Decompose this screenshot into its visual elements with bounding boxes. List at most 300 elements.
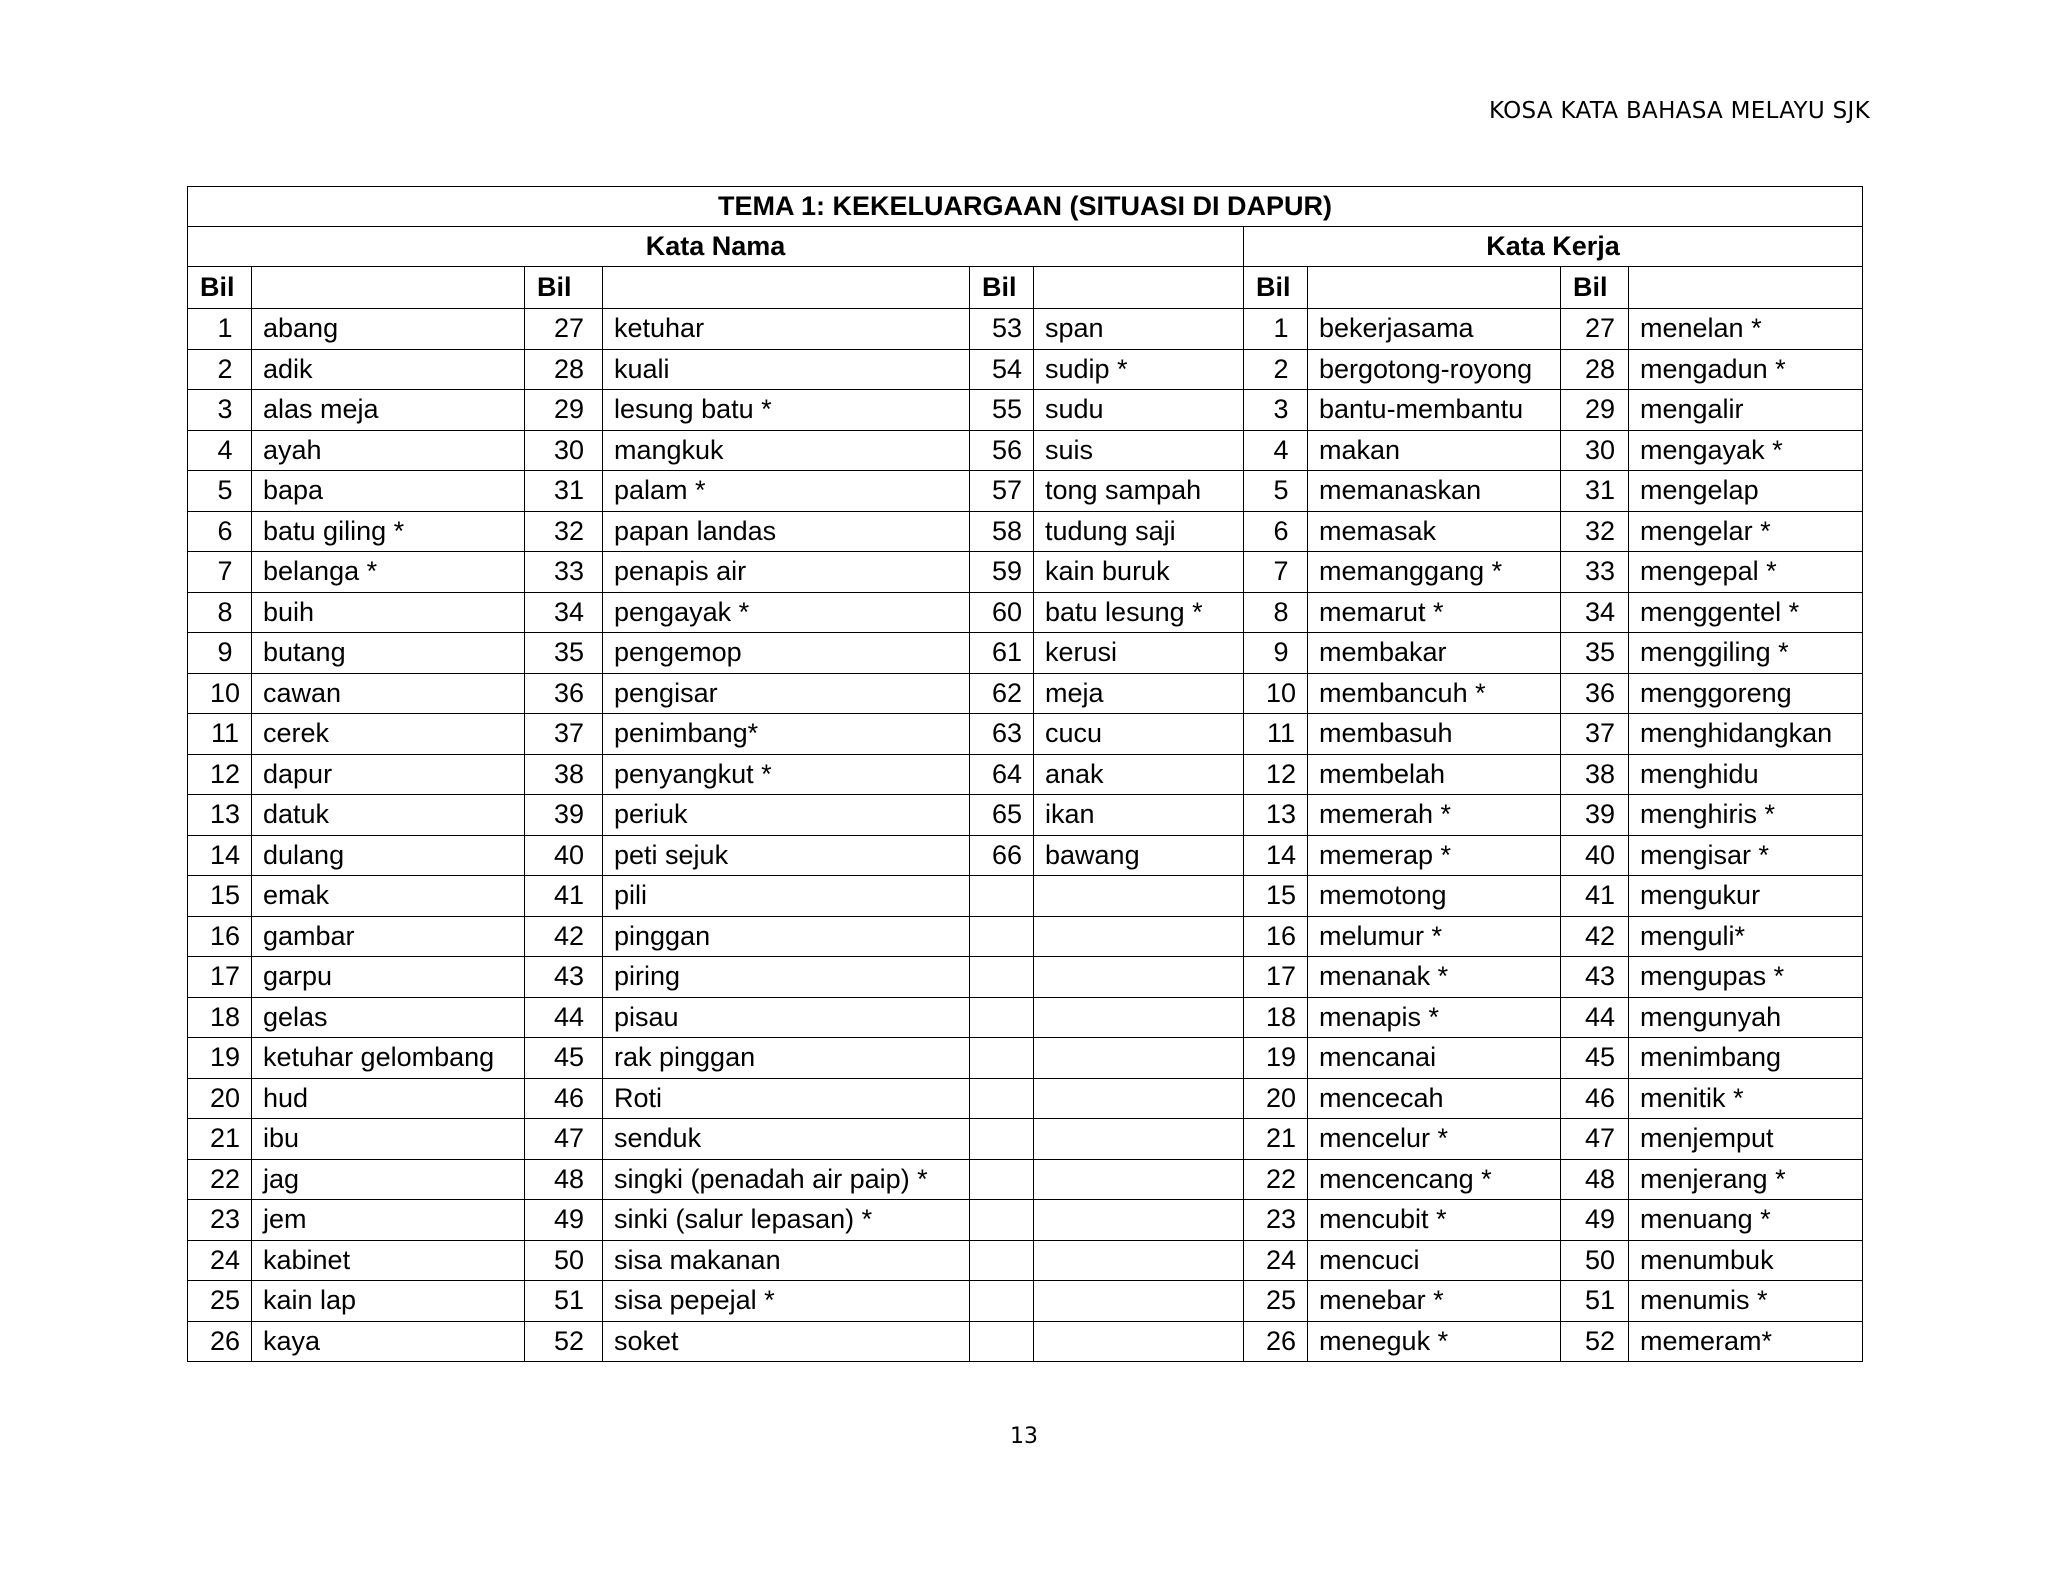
row-number-cell: 41 bbox=[525, 876, 603, 917]
column-header-bil: Bil bbox=[970, 267, 1034, 309]
word-cell: menumis * bbox=[1629, 1281, 1863, 1322]
row-number-cell: 35 bbox=[525, 633, 603, 674]
row-number-cell: 52 bbox=[525, 1321, 603, 1362]
word-cell: batu giling * bbox=[252, 511, 525, 552]
row-number-cell: 10 bbox=[1244, 673, 1308, 714]
row-number-cell: 34 bbox=[1561, 592, 1629, 633]
column-header-bil: Bil bbox=[525, 267, 603, 309]
table-row bbox=[188, 876, 1863, 917]
column-header-bil: Bil bbox=[188, 267, 252, 309]
table-row bbox=[188, 349, 1863, 390]
row-number-cell: 39 bbox=[525, 795, 603, 836]
word-cell: memasak bbox=[1308, 511, 1561, 552]
word-cell: menggiling * bbox=[1629, 633, 1863, 674]
row-number-cell: 22 bbox=[188, 1159, 252, 1200]
table-row bbox=[188, 1119, 1863, 1160]
word-cell: mencencang * bbox=[1308, 1159, 1561, 1200]
word-cell: piring bbox=[603, 957, 970, 998]
word-cell: mengunyah bbox=[1629, 997, 1863, 1038]
word-cell: Roti bbox=[603, 1078, 970, 1119]
row-number-cell: 14 bbox=[1244, 835, 1308, 876]
row-number-cell: 25 bbox=[188, 1281, 252, 1322]
row-number-cell: 44 bbox=[525, 997, 603, 1038]
row-number-cell bbox=[970, 957, 1034, 998]
word-cell: memanaskan bbox=[1308, 471, 1561, 512]
word-cell: bergotong-royong bbox=[1308, 349, 1561, 390]
word-cell: menimbang bbox=[1629, 1038, 1863, 1079]
row-number-cell: 39 bbox=[1561, 795, 1629, 836]
row-number-cell bbox=[970, 997, 1034, 1038]
column-header-blank bbox=[1034, 267, 1244, 309]
word-cell bbox=[1034, 1240, 1244, 1281]
word-cell: bawang bbox=[1034, 835, 1244, 876]
word-cell: menggoreng bbox=[1629, 673, 1863, 714]
word-cell: mengalir bbox=[1629, 390, 1863, 431]
word-cell: jem bbox=[252, 1200, 525, 1241]
row-number-cell: 18 bbox=[1244, 997, 1308, 1038]
row-number-cell: 20 bbox=[188, 1078, 252, 1119]
row-number-cell: 31 bbox=[1561, 471, 1629, 512]
word-cell: alas meja bbox=[252, 390, 525, 431]
word-cell: emak bbox=[252, 876, 525, 917]
row-number-cell: 43 bbox=[1561, 957, 1629, 998]
row-number-cell: 28 bbox=[525, 349, 603, 390]
row-number-cell bbox=[970, 876, 1034, 917]
word-cell: melumur * bbox=[1308, 916, 1561, 957]
page-header: KOSA KATA BAHASA MELAYU SJK bbox=[1489, 98, 1870, 124]
word-cell: kuali bbox=[603, 349, 970, 390]
word-cell: pengisar bbox=[603, 673, 970, 714]
word-cell: pengemop bbox=[603, 633, 970, 674]
word-cell: butang bbox=[252, 633, 525, 674]
word-cell bbox=[1034, 1200, 1244, 1241]
table-row bbox=[188, 592, 1863, 633]
word-cell: abang bbox=[252, 309, 525, 350]
row-number-cell: 60 bbox=[970, 592, 1034, 633]
row-number-cell: 15 bbox=[1244, 876, 1308, 917]
row-number-cell: 7 bbox=[1244, 552, 1308, 593]
word-cell: mencanai bbox=[1308, 1038, 1561, 1079]
word-cell: memerap * bbox=[1308, 835, 1561, 876]
word-cell: garpu bbox=[252, 957, 525, 998]
word-cell: menjemput bbox=[1629, 1119, 1863, 1160]
word-cell: mencecah bbox=[1308, 1078, 1561, 1119]
row-number-cell: 29 bbox=[525, 390, 603, 431]
word-cell: menebar * bbox=[1308, 1281, 1561, 1322]
word-cell: makan bbox=[1308, 430, 1561, 471]
row-number-cell: 16 bbox=[188, 916, 252, 957]
table-row bbox=[188, 997, 1863, 1038]
word-cell: lesung batu * bbox=[603, 390, 970, 431]
row-number-cell: 58 bbox=[970, 511, 1034, 552]
word-cell bbox=[1034, 1281, 1244, 1322]
row-number-cell: 6 bbox=[188, 511, 252, 552]
page-number: 13 bbox=[1010, 1424, 1038, 1449]
row-number-cell: 12 bbox=[1244, 754, 1308, 795]
word-cell: cucu bbox=[1034, 714, 1244, 755]
word-cell: mengadun * bbox=[1629, 349, 1863, 390]
row-number-cell: 14 bbox=[188, 835, 252, 876]
word-cell: meja bbox=[1034, 673, 1244, 714]
table-row bbox=[188, 714, 1863, 755]
word-cell: kabinet bbox=[252, 1240, 525, 1281]
word-cell: gelas bbox=[252, 997, 525, 1038]
word-cell: mengelar * bbox=[1629, 511, 1863, 552]
word-cell: sisa makanan bbox=[603, 1240, 970, 1281]
row-number-cell: 4 bbox=[1244, 430, 1308, 471]
row-number-cell: 49 bbox=[1561, 1200, 1629, 1241]
column-header-bil: Bil bbox=[1561, 267, 1629, 309]
row-number-cell: 11 bbox=[188, 714, 252, 755]
column-header-blank bbox=[1308, 267, 1561, 309]
word-cell: palam * bbox=[603, 471, 970, 512]
word-cell: senduk bbox=[603, 1119, 970, 1160]
row-number-cell bbox=[970, 1281, 1034, 1322]
row-number-cell: 47 bbox=[525, 1119, 603, 1160]
word-cell: mencubit * bbox=[1308, 1200, 1561, 1241]
row-number-cell: 35 bbox=[1561, 633, 1629, 674]
row-number-cell: 51 bbox=[1561, 1281, 1629, 1322]
word-cell: pinggan bbox=[603, 916, 970, 957]
row-number-cell: 33 bbox=[525, 552, 603, 593]
row-number-cell: 51 bbox=[525, 1281, 603, 1322]
row-number-cell: 63 bbox=[970, 714, 1034, 755]
row-number-cell: 23 bbox=[188, 1200, 252, 1241]
row-number-cell: 33 bbox=[1561, 552, 1629, 593]
word-cell: memeram* bbox=[1629, 1321, 1863, 1362]
word-cell: rak pinggan bbox=[603, 1038, 970, 1079]
word-cell: menjerang * bbox=[1629, 1159, 1863, 1200]
row-number-cell: 50 bbox=[525, 1240, 603, 1281]
word-cell: pili bbox=[603, 876, 970, 917]
row-number-cell: 40 bbox=[1561, 835, 1629, 876]
word-cell: tong sampah bbox=[1034, 471, 1244, 512]
row-number-cell bbox=[970, 1240, 1034, 1281]
row-number-cell: 59 bbox=[970, 552, 1034, 593]
row-number-cell: 26 bbox=[1244, 1321, 1308, 1362]
row-number-cell: 37 bbox=[525, 714, 603, 755]
word-cell: kerusi bbox=[1034, 633, 1244, 674]
row-number-cell: 62 bbox=[970, 673, 1034, 714]
word-cell: cawan bbox=[252, 673, 525, 714]
word-cell: periuk bbox=[603, 795, 970, 836]
word-cell: sudu bbox=[1034, 390, 1244, 431]
table-row bbox=[188, 835, 1863, 876]
row-number-cell: 32 bbox=[525, 511, 603, 552]
row-number-cell: 28 bbox=[1561, 349, 1629, 390]
row-number-cell: 36 bbox=[525, 673, 603, 714]
word-cell: datuk bbox=[252, 795, 525, 836]
row-number-cell: 7 bbox=[188, 552, 252, 593]
word-cell: mengupas * bbox=[1629, 957, 1863, 998]
table-body bbox=[188, 309, 1863, 1362]
row-number-cell: 2 bbox=[188, 349, 252, 390]
word-cell: menelan * bbox=[1629, 309, 1863, 350]
word-cell: singki (penadah air paip) * bbox=[603, 1159, 970, 1200]
row-number-cell: 1 bbox=[188, 309, 252, 350]
row-number-cell bbox=[970, 1321, 1034, 1362]
word-cell bbox=[1034, 1119, 1244, 1160]
word-cell: mengukur bbox=[1629, 876, 1863, 917]
word-cell: menumbuk bbox=[1629, 1240, 1863, 1281]
word-cell: pengayak * bbox=[603, 592, 970, 633]
row-number-cell: 64 bbox=[970, 754, 1034, 795]
row-number-cell: 15 bbox=[188, 876, 252, 917]
word-cell bbox=[1034, 1159, 1244, 1200]
table-row bbox=[188, 916, 1863, 957]
row-number-cell: 37 bbox=[1561, 714, 1629, 755]
word-cell: membakar bbox=[1308, 633, 1561, 674]
row-number-cell: 4 bbox=[188, 430, 252, 471]
word-cell: bapa bbox=[252, 471, 525, 512]
row-number-cell: 30 bbox=[1561, 430, 1629, 471]
row-number-cell: 45 bbox=[1561, 1038, 1629, 1079]
word-cell: menghidu bbox=[1629, 754, 1863, 795]
word-cell: penyangkut * bbox=[603, 754, 970, 795]
row-number-cell: 42 bbox=[525, 916, 603, 957]
word-cell: memotong bbox=[1308, 876, 1561, 917]
word-cell: tudung saji bbox=[1034, 511, 1244, 552]
row-number-cell: 8 bbox=[1244, 592, 1308, 633]
word-cell: memarut * bbox=[1308, 592, 1561, 633]
row-number-cell: 27 bbox=[1561, 309, 1629, 350]
word-cell: penimbang* bbox=[603, 714, 970, 755]
row-number-cell: 5 bbox=[1244, 471, 1308, 512]
table-row bbox=[188, 309, 1863, 350]
word-cell: menghiris * bbox=[1629, 795, 1863, 836]
row-number-cell: 12 bbox=[188, 754, 252, 795]
table-row bbox=[188, 1159, 1863, 1200]
word-cell: kain lap bbox=[252, 1281, 525, 1322]
word-cell: soket bbox=[603, 1321, 970, 1362]
row-number-cell: 47 bbox=[1561, 1119, 1629, 1160]
word-cell: hud bbox=[252, 1078, 525, 1119]
word-cell: ketuhar bbox=[603, 309, 970, 350]
word-cell bbox=[1034, 997, 1244, 1038]
column-header-bil: Bil bbox=[1244, 267, 1308, 309]
word-cell: mengayak * bbox=[1629, 430, 1863, 471]
word-cell: menghidangkan bbox=[1629, 714, 1863, 755]
word-cell: sudip * bbox=[1034, 349, 1244, 390]
row-number-cell: 11 bbox=[1244, 714, 1308, 755]
row-number-cell bbox=[970, 1159, 1034, 1200]
row-number-cell: 42 bbox=[1561, 916, 1629, 957]
word-cell: memanggang * bbox=[1308, 552, 1561, 593]
row-number-cell: 24 bbox=[1244, 1240, 1308, 1281]
table-row bbox=[188, 1038, 1863, 1079]
row-number-cell: 29 bbox=[1561, 390, 1629, 431]
row-number-cell: 40 bbox=[525, 835, 603, 876]
row-number-cell: 53 bbox=[970, 309, 1034, 350]
row-number-cell: 55 bbox=[970, 390, 1034, 431]
row-number-cell: 44 bbox=[1561, 997, 1629, 1038]
word-cell: papan landas bbox=[603, 511, 970, 552]
word-cell: penapis air bbox=[603, 552, 970, 593]
vocabulary-table bbox=[187, 186, 1863, 1362]
word-cell: buih bbox=[252, 592, 525, 633]
row-number-cell: 30 bbox=[525, 430, 603, 471]
table-row bbox=[188, 754, 1863, 795]
row-number-cell bbox=[970, 1078, 1034, 1119]
row-number-cell: 56 bbox=[970, 430, 1034, 471]
column-header-blank bbox=[252, 267, 525, 309]
row-number-cell: 8 bbox=[188, 592, 252, 633]
word-cell: batu lesung * bbox=[1034, 592, 1244, 633]
word-cell: menitik * bbox=[1629, 1078, 1863, 1119]
group-header-kata-nama: Kata Nama bbox=[188, 227, 1244, 267]
row-number-cell: 61 bbox=[970, 633, 1034, 674]
row-number-cell: 10 bbox=[188, 673, 252, 714]
word-cell: bantu-membantu bbox=[1308, 390, 1561, 431]
row-number-cell: 3 bbox=[1244, 390, 1308, 431]
word-cell: ikan bbox=[1034, 795, 1244, 836]
word-cell: pisau bbox=[603, 997, 970, 1038]
row-number-cell: 17 bbox=[1244, 957, 1308, 998]
table-row bbox=[188, 1321, 1863, 1362]
word-cell: ibu bbox=[252, 1119, 525, 1160]
row-number-cell: 13 bbox=[188, 795, 252, 836]
table-row bbox=[188, 633, 1863, 674]
word-cell: dapur bbox=[252, 754, 525, 795]
table-row bbox=[188, 795, 1863, 836]
row-number-cell: 46 bbox=[1561, 1078, 1629, 1119]
table-row bbox=[188, 471, 1863, 512]
row-number-cell: 57 bbox=[970, 471, 1034, 512]
word-cell: adik bbox=[252, 349, 525, 390]
row-number-cell: 26 bbox=[188, 1321, 252, 1362]
word-cell: belanga * bbox=[252, 552, 525, 593]
word-cell: menanak * bbox=[1308, 957, 1561, 998]
row-number-cell: 27 bbox=[525, 309, 603, 350]
row-number-cell: 17 bbox=[188, 957, 252, 998]
word-cell: membelah bbox=[1308, 754, 1561, 795]
column-header-blank bbox=[603, 267, 970, 309]
row-number-cell: 2 bbox=[1244, 349, 1308, 390]
row-number-cell: 50 bbox=[1561, 1240, 1629, 1281]
word-cell: peti sejuk bbox=[603, 835, 970, 876]
word-cell: bekerjasama bbox=[1308, 309, 1561, 350]
row-number-cell: 32 bbox=[1561, 511, 1629, 552]
row-number-cell: 6 bbox=[1244, 511, 1308, 552]
table-row bbox=[188, 430, 1863, 471]
row-number-cell: 36 bbox=[1561, 673, 1629, 714]
word-cell: mengisar * bbox=[1629, 835, 1863, 876]
word-cell: cerek bbox=[252, 714, 525, 755]
word-cell bbox=[1034, 1321, 1244, 1362]
row-number-cell: 54 bbox=[970, 349, 1034, 390]
row-number-cell bbox=[970, 1119, 1034, 1160]
row-number-cell: 38 bbox=[1561, 754, 1629, 795]
row-number-cell: 18 bbox=[188, 997, 252, 1038]
word-cell: suis bbox=[1034, 430, 1244, 471]
word-cell: menuang * bbox=[1629, 1200, 1863, 1241]
word-cell: kain buruk bbox=[1034, 552, 1244, 593]
group-header-kata-kerja: Kata Kerja bbox=[1244, 227, 1863, 267]
table-row bbox=[188, 1281, 1863, 1322]
table-title: TEMA 1: KEKELUARGAAN (SITUASI DI DAPUR) bbox=[188, 187, 1863, 227]
word-cell bbox=[1034, 916, 1244, 957]
row-number-cell: 16 bbox=[1244, 916, 1308, 957]
row-number-cell bbox=[970, 1038, 1034, 1079]
table-row bbox=[188, 390, 1863, 431]
row-number-cell: 48 bbox=[1561, 1159, 1629, 1200]
row-number-cell: 38 bbox=[525, 754, 603, 795]
word-cell: jag bbox=[252, 1159, 525, 1200]
word-cell: sisa pepejal * bbox=[603, 1281, 970, 1322]
row-number-cell: 49 bbox=[525, 1200, 603, 1241]
row-number-cell: 48 bbox=[525, 1159, 603, 1200]
row-number-cell: 46 bbox=[525, 1078, 603, 1119]
word-cell: menguli* bbox=[1629, 916, 1863, 957]
row-number-cell: 34 bbox=[525, 592, 603, 633]
table-row bbox=[188, 552, 1863, 593]
word-cell bbox=[1034, 876, 1244, 917]
word-cell: sinki (salur lepasan) * bbox=[603, 1200, 970, 1241]
word-cell: mengepal * bbox=[1629, 552, 1863, 593]
row-number-cell: 25 bbox=[1244, 1281, 1308, 1322]
row-number-cell bbox=[970, 1200, 1034, 1241]
word-cell: span bbox=[1034, 309, 1244, 350]
word-cell: mengelap bbox=[1629, 471, 1863, 512]
row-number-cell: 9 bbox=[188, 633, 252, 674]
row-number-cell: 66 bbox=[970, 835, 1034, 876]
row-number-cell: 9 bbox=[1244, 633, 1308, 674]
table-row bbox=[188, 673, 1863, 714]
word-cell: memerah * bbox=[1308, 795, 1561, 836]
word-cell: ayah bbox=[252, 430, 525, 471]
row-number-cell: 45 bbox=[525, 1038, 603, 1079]
word-cell: mencuci bbox=[1308, 1240, 1561, 1281]
word-cell: menggentel * bbox=[1629, 592, 1863, 633]
word-cell: mangkuk bbox=[603, 430, 970, 471]
row-number-cell: 3 bbox=[188, 390, 252, 431]
row-number-cell: 22 bbox=[1244, 1159, 1308, 1200]
word-cell: menapis * bbox=[1308, 997, 1561, 1038]
row-number-cell: 21 bbox=[1244, 1119, 1308, 1160]
word-cell: membasuh bbox=[1308, 714, 1561, 755]
row-number-cell: 41 bbox=[1561, 876, 1629, 917]
row-number-cell: 24 bbox=[188, 1240, 252, 1281]
word-cell: mencelur * bbox=[1308, 1119, 1561, 1160]
word-cell bbox=[1034, 1078, 1244, 1119]
row-number-cell: 52 bbox=[1561, 1321, 1629, 1362]
row-number-cell: 1 bbox=[1244, 309, 1308, 350]
word-cell: meneguk * bbox=[1308, 1321, 1561, 1362]
word-cell: membancuh * bbox=[1308, 673, 1561, 714]
table-row bbox=[188, 1200, 1863, 1241]
row-number-cell: 5 bbox=[188, 471, 252, 512]
row-number-cell: 19 bbox=[188, 1038, 252, 1079]
word-cell bbox=[1034, 957, 1244, 998]
row-number-cell: 23 bbox=[1244, 1200, 1308, 1241]
word-cell: ketuhar gelombang bbox=[252, 1038, 525, 1079]
word-cell: dulang bbox=[252, 835, 525, 876]
row-number-cell: 43 bbox=[525, 957, 603, 998]
table-row bbox=[188, 957, 1863, 998]
word-cell: anak bbox=[1034, 754, 1244, 795]
word-cell: gambar bbox=[252, 916, 525, 957]
row-number-cell: 65 bbox=[970, 795, 1034, 836]
row-number-cell: 19 bbox=[1244, 1038, 1308, 1079]
column-header-blank bbox=[1629, 267, 1863, 309]
table-row bbox=[188, 1240, 1863, 1281]
row-number-cell bbox=[970, 916, 1034, 957]
row-number-cell: 13 bbox=[1244, 795, 1308, 836]
table-row bbox=[188, 511, 1863, 552]
row-number-cell: 21 bbox=[188, 1119, 252, 1160]
table-row bbox=[188, 1078, 1863, 1119]
word-cell bbox=[1034, 1038, 1244, 1079]
